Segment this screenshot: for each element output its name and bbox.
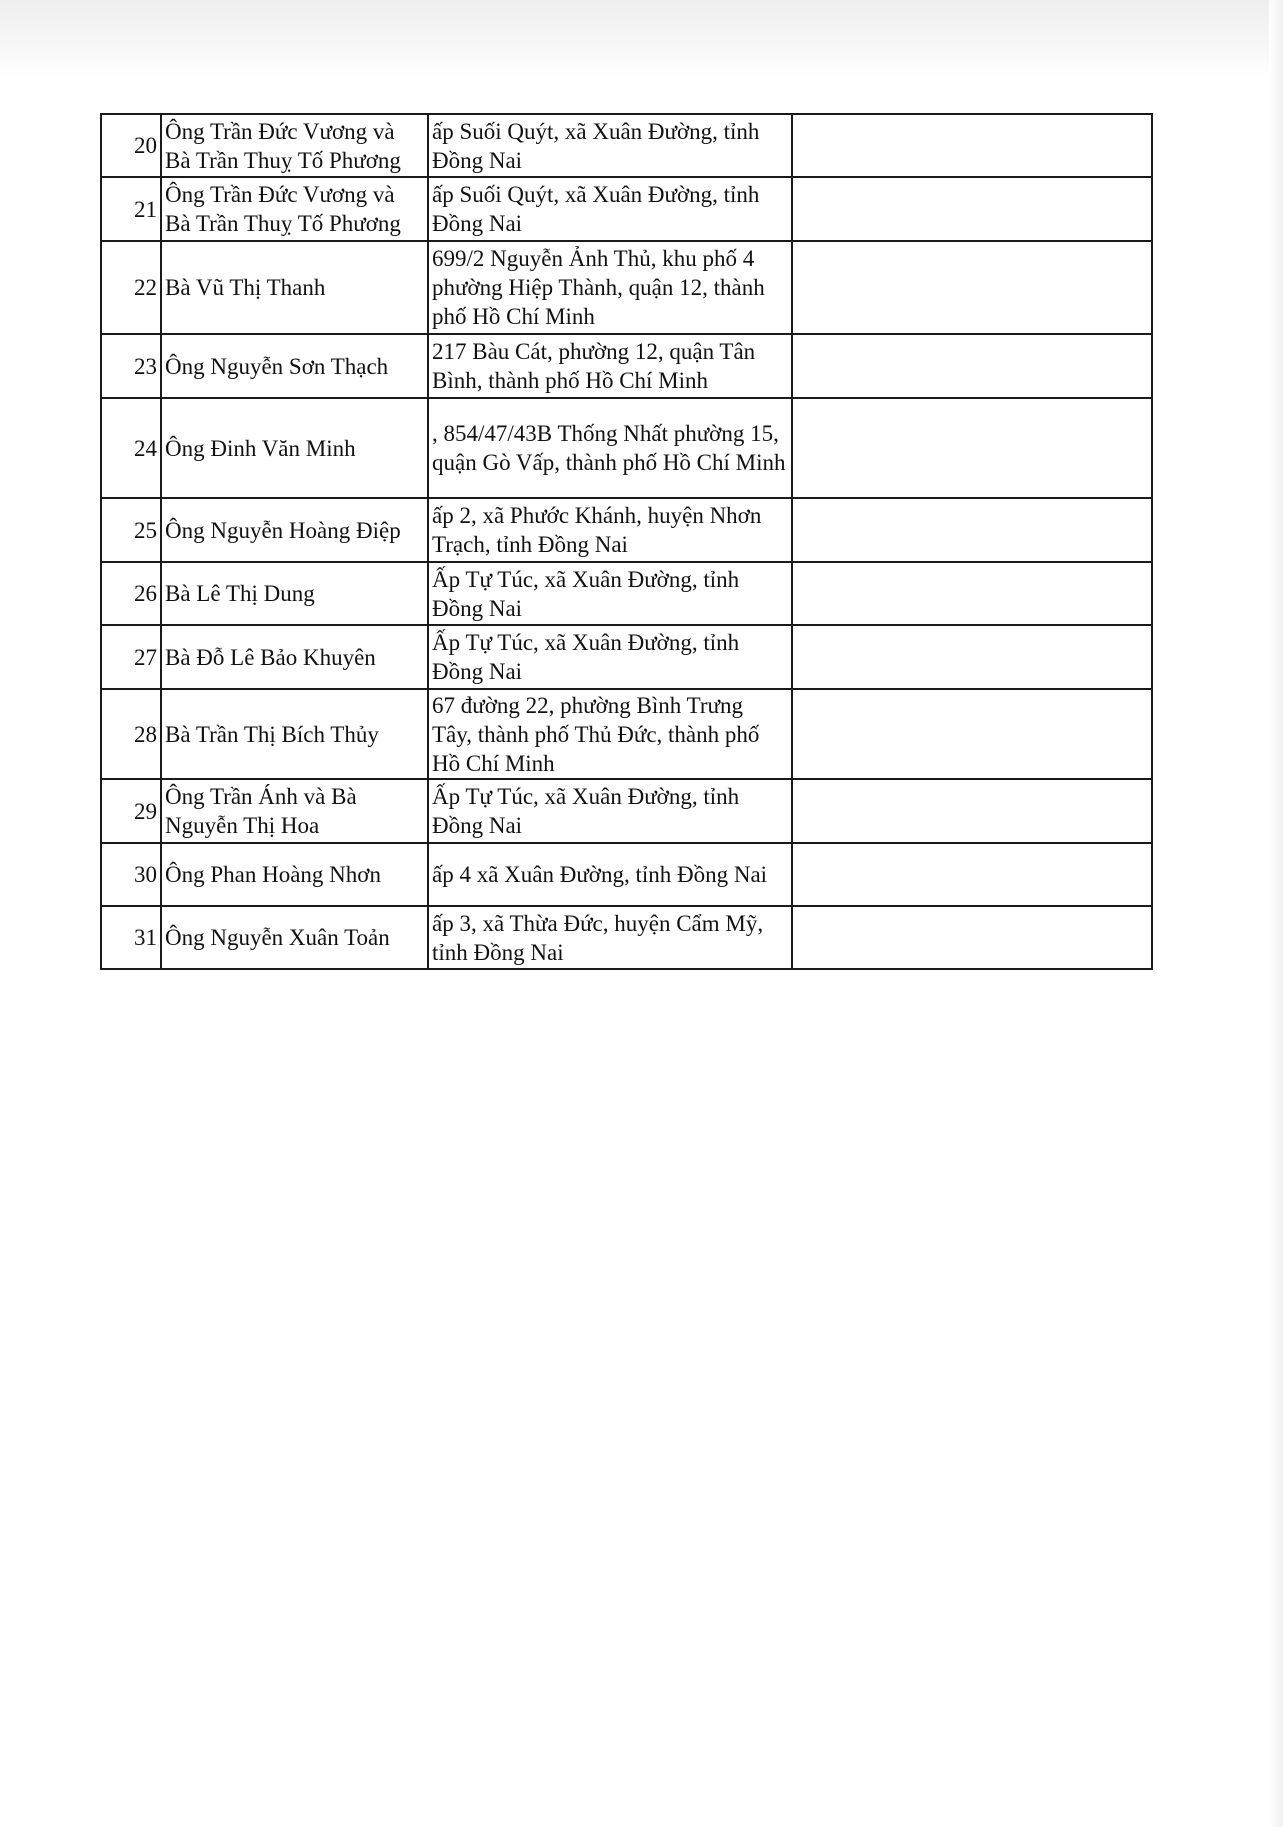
owner-address: ấp 4 xã Xuân Đường, tỉnh Đồng Nai — [428, 843, 792, 906]
owner-address: 67 đường 22, phường Bình Trưng Tây, thành phố Thủ Đức, thành phố Hồ Chí Minh — [428, 689, 792, 779]
owner-name: Bà Vũ Thị Thanh — [161, 241, 428, 334]
owner-address: 699/2 Nguyễn Ảnh Thủ, khu phố 4 phường Hiệp Thành, quận 12, thành phố Hồ Chí Minh — [428, 241, 792, 334]
row-number: 26 — [101, 562, 161, 625]
owner-address: Ấp Tự Túc, xã Xuân Đường, tỉnh Đồng Nai — [428, 625, 792, 689]
scan-top-shadow — [0, 0, 1283, 80]
empty-cell — [792, 689, 1152, 779]
empty-cell — [792, 562, 1152, 625]
table-row — [101, 498, 1152, 562]
owner-name: Bà Đỗ Lê Bảo Khuyên — [161, 625, 428, 689]
owner-address: Ấp Tự Túc, xã Xuân Đường, tỉnh Đồng Nai — [428, 562, 792, 625]
table-row — [101, 398, 1152, 498]
table-row — [101, 334, 1152, 398]
table-row — [101, 843, 1152, 906]
empty-cell — [792, 398, 1152, 498]
row-number: 21 — [101, 177, 161, 241]
owner-name: Ông Phan Hoàng Nhơn — [161, 843, 428, 906]
empty-cell — [792, 114, 1152, 177]
row-number: 27 — [101, 625, 161, 689]
owner-name: Ông Trần Ánh và Bà Nguyễn Thị Hoa — [161, 779, 428, 843]
owner-address: ấp 2, xã Phước Khánh, huyện Nhơn Trạch, tỉnh Đồng Nai — [428, 498, 792, 562]
owner-name: Ông Đinh Văn Minh — [161, 398, 428, 498]
owner-name: Ông Nguyễn Hoàng Điệp — [161, 498, 428, 562]
row-number: 22 — [101, 241, 161, 334]
empty-cell — [792, 843, 1152, 906]
owner-name: Ông Trần Đức Vương và Bà Trần Thuỵ Tố Phương — [161, 177, 428, 241]
empty-cell — [792, 241, 1152, 334]
owner-name: Ông Nguyễn Sơn Thạch — [161, 334, 428, 398]
table-row — [101, 779, 1152, 843]
owner-name: Bà Lê Thị Dung — [161, 562, 428, 625]
table-row — [101, 241, 1152, 334]
owner-name: Bà Trần Thị Bích Thủy — [161, 689, 428, 779]
row-number: 29 — [101, 779, 161, 843]
empty-cell — [792, 906, 1152, 969]
owner-address: ấp Suối Quýt, xã Xuân Đường, tỉnh Đồng Nai — [428, 177, 792, 241]
owners-table — [100, 113, 1153, 970]
row-number: 24 — [101, 398, 161, 498]
owner-address: ấp 3, xã Thừa Đức, huyện Cẩm Mỹ, tỉnh Đồng Nai — [428, 906, 792, 969]
scan-right-shadow — [1269, 0, 1283, 1827]
row-number: 28 — [101, 689, 161, 779]
owners-table-body — [101, 114, 1152, 969]
table-row — [101, 177, 1152, 241]
owner-name: Ông Nguyễn Xuân Toản — [161, 906, 428, 969]
owner-address: , 854/47/43B Thống Nhất phường 15, quận Gò Vấp, thành phố Hồ Chí Minh — [428, 398, 792, 498]
table-row — [101, 562, 1152, 625]
empty-cell — [792, 498, 1152, 562]
row-number: 25 — [101, 498, 161, 562]
row-number: 31 — [101, 906, 161, 969]
empty-cell — [792, 177, 1152, 241]
row-number: 23 — [101, 334, 161, 398]
table-row — [101, 906, 1152, 969]
owner-address: ấp Suối Quýt, xã Xuân Đường, tỉnh Đồng Nai — [428, 114, 792, 177]
table-row — [101, 689, 1152, 779]
row-number: 30 — [101, 843, 161, 906]
row-number: 20 — [101, 114, 161, 177]
owner-address: 217 Bàu Cát, phường 12, quận Tân Bình, thành phố Hồ Chí Minh — [428, 334, 792, 398]
owner-address: Ấp Tự Túc, xã Xuân Đường, tỉnh Đồng Nai — [428, 779, 792, 843]
table-row — [101, 114, 1152, 177]
table-row — [101, 625, 1152, 689]
empty-cell — [792, 334, 1152, 398]
empty-cell — [792, 779, 1152, 843]
owner-name: Ông Trần Đức Vương và Bà Trần Thuỵ Tố Phương — [161, 114, 428, 177]
empty-cell — [792, 625, 1152, 689]
